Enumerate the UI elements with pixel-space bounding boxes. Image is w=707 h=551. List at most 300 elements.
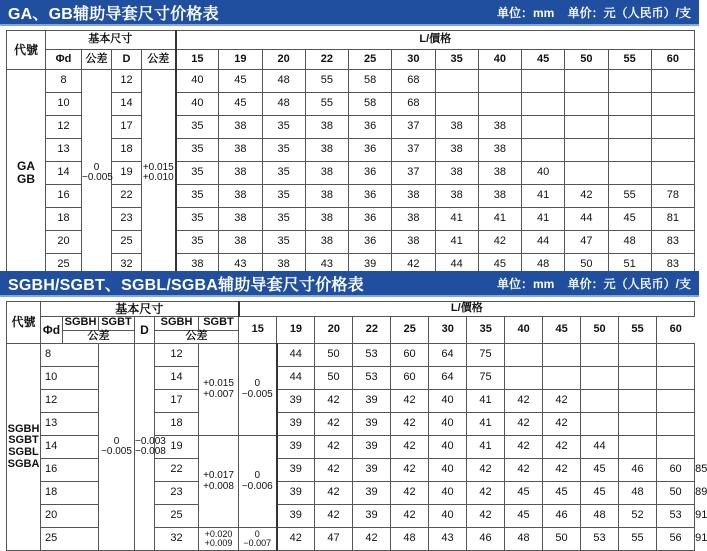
price-cell: 39 xyxy=(277,505,315,528)
D-cell: 23 xyxy=(155,482,199,505)
phid-cell: 20 xyxy=(41,505,99,528)
price-cell: 68 xyxy=(392,93,435,116)
price-cell xyxy=(619,344,657,367)
price-cell: 38 xyxy=(176,254,219,277)
D-cell: 23 xyxy=(112,208,142,231)
price-cell xyxy=(608,70,651,93)
price-cell: 39 xyxy=(277,413,315,436)
price-cell xyxy=(651,93,694,116)
sgbh-unit-info xyxy=(487,275,691,292)
sgbh-d-sgbh-header: SGBH xyxy=(63,317,99,331)
price-cell xyxy=(543,367,581,390)
price-cell: 41 xyxy=(435,231,478,254)
sgbh-d-tolerance-sgbt: −0.003 −0.008 xyxy=(135,344,155,551)
price-cell: 39 xyxy=(353,413,391,436)
sgbh-length-header-19: 19 xyxy=(277,317,315,343)
price-cell: 42 xyxy=(315,390,353,413)
price-cell: 37 xyxy=(392,139,435,162)
price-cell: 35 xyxy=(262,116,305,139)
price-cell: 55 xyxy=(305,93,348,116)
price-cell xyxy=(608,116,651,139)
ga-gb-D-header: D xyxy=(112,50,142,70)
ga-gb-length-header-15: 15 xyxy=(176,50,219,70)
price-cell xyxy=(435,93,478,116)
price-cell xyxy=(565,70,608,93)
price-cell xyxy=(565,93,608,116)
price-cell: 64 xyxy=(429,344,467,367)
price-cell xyxy=(651,116,694,139)
price-cell: 38 xyxy=(478,162,521,185)
D-cell: 19 xyxy=(155,436,199,459)
price-cell: 38 xyxy=(219,162,262,185)
price-cell: 38 xyxy=(392,185,435,208)
sgbh-length-header-55: 55 xyxy=(619,317,657,343)
price-cell: 38 xyxy=(219,116,262,139)
price-cell: 45 xyxy=(543,482,581,505)
price-cell: 36 xyxy=(349,208,392,231)
ga-gb-D-tol-header: 公差 xyxy=(142,50,176,70)
sgbh-length-header-20: 20 xyxy=(315,317,353,343)
price-cell: 35 xyxy=(262,231,305,254)
price-cell: 50 xyxy=(565,254,608,277)
D-cell: 22 xyxy=(112,185,142,208)
phid-cell: 18 xyxy=(41,482,99,505)
sgbh-length-header-45: 45 xyxy=(543,317,581,343)
price-cell: 45 xyxy=(581,482,619,505)
table-row xyxy=(7,70,695,93)
price-cell: 53 xyxy=(657,505,695,528)
ga-gb-unit: 单位：mm xyxy=(496,5,555,20)
price-cell: 42 xyxy=(565,185,608,208)
price-cell xyxy=(657,413,695,436)
D-cell: 12 xyxy=(112,70,142,93)
price-cell: 53 xyxy=(581,528,619,551)
price-cell: 38 xyxy=(392,231,435,254)
sgbh-length-price-header: L/價格 xyxy=(239,302,695,317)
price-cell: 42 xyxy=(391,505,429,528)
price-cell: 42 xyxy=(391,413,429,436)
price-cell xyxy=(505,367,543,390)
price-cell: 45 xyxy=(608,208,651,231)
sgbh-length-header-50: 50 xyxy=(581,317,619,343)
price-cell xyxy=(651,139,694,162)
price-cell: 35 xyxy=(176,231,219,254)
price-cell: 45 xyxy=(219,93,262,116)
price-cell: 40 xyxy=(429,390,467,413)
price-cell: 39 xyxy=(277,459,315,482)
sgbh-D-tolerance-sgbt-1: 0 −0.005 xyxy=(239,344,277,436)
D-cell: 14 xyxy=(112,93,142,116)
sgbh-length-header-35: 35 xyxy=(467,317,505,343)
price-cell: 45 xyxy=(219,70,262,93)
D-cell: 18 xyxy=(155,413,199,436)
price-cell: 42 xyxy=(543,390,581,413)
price-cell: 42 xyxy=(467,459,505,482)
price-cell: 68 xyxy=(392,70,435,93)
price-cell: 51 xyxy=(608,254,651,277)
ga-gb-title: GA、GB辅助导套尺寸价格表 xyxy=(8,5,219,23)
price-cell: 35 xyxy=(176,162,219,185)
sgbh-D-tolerance-sgbh-3: +0.020 +0.009 xyxy=(199,528,239,551)
sgbh-d-tolerance-sgbh: 0 −0.005 xyxy=(99,344,135,551)
sgbh-unit: 单位：mm xyxy=(496,276,555,291)
ga-gb-length-header-25: 25 xyxy=(349,50,392,70)
price-cell xyxy=(478,70,521,93)
price-cell: 42 xyxy=(478,231,521,254)
price-cell: 42 xyxy=(315,459,353,482)
price-cell: 38 xyxy=(435,116,478,139)
ga-gb-length-header-40: 40 xyxy=(478,50,521,70)
ga-gb-phid-tolerance: 0 −0.005 xyxy=(82,70,112,277)
D-cell: 18 xyxy=(112,139,142,162)
sgbh-D-sgbh-header: SGBH xyxy=(155,317,199,331)
price-cell: 58 xyxy=(349,70,392,93)
table-row: 25 32 +0.020 +0.009 0 −0.007 42 47 42 48 43 46 48 50 53 55 56 91 xyxy=(7,528,695,551)
price-cell: 42 xyxy=(543,413,581,436)
price-cell: 47 xyxy=(565,231,608,254)
price-cell: 83 xyxy=(651,231,694,254)
D-cell: 14 xyxy=(155,367,199,390)
price-cell: 38 xyxy=(478,139,521,162)
phid-cell: 8 xyxy=(41,344,99,367)
price-cell xyxy=(657,390,695,413)
sgbh-title: SGBH/SGBT、SGBL/SGBA辅助导套尺寸价格表 xyxy=(8,276,364,294)
price-cell xyxy=(543,344,581,367)
price-cell: 41 xyxy=(467,413,505,436)
price-cell: 42 xyxy=(543,436,581,459)
sgbh-d-tol-header: 公差 xyxy=(63,330,135,344)
price-cell: 38 xyxy=(435,162,478,185)
price-cell: 38 xyxy=(305,162,348,185)
price-cell: 42 xyxy=(277,528,315,551)
price-cell: 38 xyxy=(305,139,348,162)
price-cell xyxy=(619,367,657,390)
sgbh-phid-header: Φd xyxy=(41,317,63,344)
ga-gb-phid-tol-header: 公差 xyxy=(82,50,112,70)
price-cell: 42 xyxy=(505,390,543,413)
price-cell: 42 xyxy=(392,254,435,277)
price-cell: 44 xyxy=(277,367,315,390)
price-cell: 43 xyxy=(305,254,348,277)
price-cell: 35 xyxy=(176,139,219,162)
sgbh-D-sgbt-header: SGBT xyxy=(199,317,239,331)
price-cell: 38 xyxy=(262,254,305,277)
price-cell: 48 xyxy=(262,70,305,93)
sgbh-length-values xyxy=(239,317,695,343)
price-cell: 48 xyxy=(581,505,619,528)
price-cell xyxy=(522,139,565,162)
phid-cell: 25 xyxy=(41,528,99,551)
price-cell xyxy=(608,93,651,116)
price-cell: 55 xyxy=(305,70,348,93)
price-cell: 38 xyxy=(478,185,521,208)
price-cell: 40 xyxy=(429,505,467,528)
price-cell: 38 xyxy=(305,116,348,139)
price-cell: 44 xyxy=(581,436,619,459)
price-cell: 44 xyxy=(435,254,478,277)
D-cell: 32 xyxy=(112,254,142,277)
price-cell: 39 xyxy=(353,505,391,528)
price-cell xyxy=(522,116,565,139)
price-cell: 44 xyxy=(522,231,565,254)
table-row: 18 23 39 42 39 42 40 42 45 45 45 48 50 89 xyxy=(7,482,695,505)
ga-gb-code-header: 代號 xyxy=(7,31,46,70)
ga-gb-D-tolerance: +0.015 +0.010 xyxy=(142,70,176,277)
phid-cell: 25 xyxy=(46,254,82,277)
price-cell: 42 xyxy=(505,459,543,482)
price-cell: 37 xyxy=(392,116,435,139)
ga-gb-length-header-22: 22 xyxy=(305,50,348,70)
D-cell: 17 xyxy=(155,390,199,413)
phid-cell: 8 xyxy=(46,70,82,93)
price-cell: 52 xyxy=(619,505,657,528)
sgbh-length-header-22: 22 xyxy=(353,317,391,343)
price-cell: 45 xyxy=(505,482,543,505)
price-cell: 35 xyxy=(262,139,305,162)
price-cell: 56 xyxy=(657,528,695,551)
sgbh-price-table xyxy=(6,301,707,551)
price-cell xyxy=(651,70,694,93)
sgbh-d-sgbt-header: SGBT xyxy=(99,317,135,331)
price-cell: 35 xyxy=(262,208,305,231)
sgbh-D-tol-header: 公差 xyxy=(155,330,239,344)
price-cell: 38 xyxy=(219,208,262,231)
price-cell: 42 xyxy=(391,436,429,459)
price-cell: 53 xyxy=(353,344,391,367)
price-cell: 37 xyxy=(392,162,435,185)
ga-gb-price-table xyxy=(6,30,695,277)
price-cell: 40 xyxy=(176,70,219,93)
price-cell: 35 xyxy=(176,208,219,231)
price-cell: 38 xyxy=(305,185,348,208)
price-cell: 42 xyxy=(467,482,505,505)
price-cell: 42 xyxy=(353,528,391,551)
phid-cell: 12 xyxy=(41,390,99,413)
price-cell: 48 xyxy=(391,528,429,551)
sgbh-code-cell: SGBH SGBT SGBL SGBA xyxy=(7,344,41,551)
table-row: 20 25 39 42 39 42 40 42 45 46 48 52 53 91 xyxy=(7,505,695,528)
D-cell: 19 xyxy=(112,162,142,185)
price-cell: 50 xyxy=(657,482,695,505)
price-cell: 42 xyxy=(391,459,429,482)
price-cell: 38 xyxy=(435,185,478,208)
price-cell xyxy=(581,390,619,413)
D-cell: 32 xyxy=(155,528,199,551)
D-cell: 25 xyxy=(155,505,199,528)
price-cell: 36 xyxy=(349,139,392,162)
D-cell: 22 xyxy=(155,459,199,482)
price-cell xyxy=(619,436,657,459)
price-cell: 38 xyxy=(219,139,262,162)
price-cell: 46 xyxy=(467,528,505,551)
price-cell: 50 xyxy=(543,528,581,551)
price-cell: 81 xyxy=(651,208,694,231)
ga-gb-length-header-45: 45 xyxy=(522,50,565,70)
price-cell xyxy=(657,344,695,367)
phid-cell: 13 xyxy=(41,413,99,436)
sgbh-D-tolerance-sgbh-2: +0.017 +0.008 xyxy=(199,436,239,528)
sgbh-length-values-cell xyxy=(239,317,695,344)
sgbh-title-bar xyxy=(0,271,699,297)
price-cell: 36 xyxy=(349,231,392,254)
price-cell xyxy=(608,139,651,162)
price-cell: 43 xyxy=(429,528,467,551)
phid-cell: 10 xyxy=(46,93,82,116)
price-cell: 39 xyxy=(277,482,315,505)
sgbh-price-unit: 单价：元（人民币）/支 xyxy=(567,276,691,291)
price-cell: 40 xyxy=(429,459,467,482)
sgbh-basic-size-header: 基本尺寸 xyxy=(41,302,239,317)
price-cell: 39 xyxy=(277,436,315,459)
price-cell xyxy=(435,70,478,93)
ga-gb-length-header-50: 50 xyxy=(565,50,608,70)
price-cell xyxy=(608,162,651,185)
price-cell: 60 xyxy=(391,367,429,390)
price-cell xyxy=(505,344,543,367)
price-cell: 45 xyxy=(505,505,543,528)
sgbh-code-header: 代號 xyxy=(7,302,41,344)
price-cell xyxy=(581,367,619,390)
phid-cell: 14 xyxy=(41,436,99,459)
price-cell xyxy=(522,93,565,116)
sgbh-length-header-15: 15 xyxy=(239,317,277,343)
price-cell: 50 xyxy=(315,344,353,367)
price-cell xyxy=(619,390,657,413)
price-cell: 42 xyxy=(315,482,353,505)
price-cell: 60 xyxy=(657,459,695,482)
price-cell: 39 xyxy=(353,390,391,413)
sgbh-length-header-30: 30 xyxy=(429,317,467,343)
price-cell: 38 xyxy=(392,208,435,231)
price-cell xyxy=(565,139,608,162)
price-cell: 48 xyxy=(619,482,657,505)
sgbh-D-tolerance-sgbt-2: 0 −0.006 xyxy=(239,436,277,528)
price-cell: 42 xyxy=(505,413,543,436)
price-cell xyxy=(619,413,657,436)
sgbh-length-header-25: 25 xyxy=(391,317,429,343)
price-cell: 42 xyxy=(315,505,353,528)
price-cell xyxy=(565,162,608,185)
price-cell: 58 xyxy=(349,93,392,116)
price-cell: 41 xyxy=(522,185,565,208)
price-cell xyxy=(651,162,694,185)
price-cell: 75 xyxy=(467,367,505,390)
phid-cell: 20 xyxy=(46,231,82,254)
price-cell: 42 xyxy=(315,413,353,436)
price-cell: 41 xyxy=(522,208,565,231)
sgbh-section xyxy=(0,271,707,551)
ga-gb-title-bar xyxy=(0,0,699,26)
D-cell: 17 xyxy=(112,116,142,139)
price-cell: 42 xyxy=(391,390,429,413)
D-cell: 25 xyxy=(112,231,142,254)
price-cell: 42 xyxy=(543,459,581,482)
price-cell: 40 xyxy=(176,93,219,116)
price-cell: 64 xyxy=(429,367,467,390)
price-cell xyxy=(581,413,619,436)
price-cell: 42 xyxy=(391,482,429,505)
ga-gb-length-header-30: 30 xyxy=(392,50,435,70)
price-cell: 41 xyxy=(478,208,521,231)
price-cell: 50 xyxy=(315,367,353,390)
price-cell: 40 xyxy=(522,162,565,185)
price-cell xyxy=(657,367,695,390)
phid-cell: 18 xyxy=(46,208,82,231)
table-row: 16 22 39 42 39 42 40 42 42 42 45 46 60 85 xyxy=(7,459,695,482)
price-cell: 39 xyxy=(277,390,315,413)
price-cell: 44 xyxy=(565,208,608,231)
price-cell: 41 xyxy=(467,436,505,459)
price-cell: 55 xyxy=(619,528,657,551)
price-cell: 78 xyxy=(651,185,694,208)
ga-gb-unit-info xyxy=(487,4,691,21)
ga-gb-section xyxy=(0,0,699,277)
price-cell: 38 xyxy=(305,208,348,231)
ga-gb-length-header-19: 19 xyxy=(219,50,262,70)
price-cell: 39 xyxy=(349,254,392,277)
D-cell: 12 xyxy=(155,344,199,367)
price-cell: 53 xyxy=(353,367,391,390)
price-cell: 35 xyxy=(262,162,305,185)
price-cell: 44 xyxy=(277,344,315,367)
price-cell xyxy=(581,344,619,367)
price-cell: 38 xyxy=(219,231,262,254)
ga-gb-length-header-55: 55 xyxy=(608,50,651,70)
phid-cell: 14 xyxy=(46,162,82,185)
phid-cell: 10 xyxy=(41,367,99,390)
price-cell: 39 xyxy=(353,459,391,482)
price-cell: 42 xyxy=(315,436,353,459)
price-cell: 48 xyxy=(505,528,543,551)
sgbh-D-header: D xyxy=(135,317,155,344)
price-cell xyxy=(565,116,608,139)
price-cell: 46 xyxy=(619,459,657,482)
price-cell: 42 xyxy=(467,505,505,528)
ga-gb-length-price-header: L/價格 xyxy=(176,31,695,50)
ga-gb-phid-header: Φd xyxy=(46,50,82,70)
phid-cell: 12 xyxy=(46,116,82,139)
price-cell: 46 xyxy=(543,505,581,528)
ga-gb-length-header-35: 35 xyxy=(435,50,478,70)
phid-cell: 16 xyxy=(41,459,99,482)
ga-gb-length-header-20: 20 xyxy=(262,50,305,70)
price-cell: 39 xyxy=(353,436,391,459)
price-cell: 38 xyxy=(435,139,478,162)
price-cell: 41 xyxy=(467,390,505,413)
price-cell: 36 xyxy=(349,162,392,185)
ga-gb-length-header-60: 60 xyxy=(651,50,694,70)
ga-gb-code-cell: GA GB xyxy=(7,70,46,277)
sgbh-D-tolerance-sgbh-1: +0.015 +0.007 xyxy=(199,344,239,436)
phid-cell: 13 xyxy=(46,139,82,162)
price-cell: 35 xyxy=(176,116,219,139)
price-cell: 42 xyxy=(505,436,543,459)
price-cell: 39 xyxy=(353,482,391,505)
price-cell: 48 xyxy=(522,254,565,277)
table-row xyxy=(7,344,695,367)
price-cell: 83 xyxy=(651,254,694,277)
price-cell: 43 xyxy=(219,254,262,277)
price-cell xyxy=(522,70,565,93)
price-cell xyxy=(478,93,521,116)
sgbh-length-header-60: 60 xyxy=(657,317,695,343)
ga-gb-basic-size-header: 基本尺寸 xyxy=(46,31,176,50)
price-cell: 60 xyxy=(391,344,429,367)
price-cell: 35 xyxy=(262,185,305,208)
ga-gb-price-unit: 单价：元（人民币）/支 xyxy=(567,5,691,20)
price-cell: 38 xyxy=(219,185,262,208)
price-cell: 36 xyxy=(349,185,392,208)
